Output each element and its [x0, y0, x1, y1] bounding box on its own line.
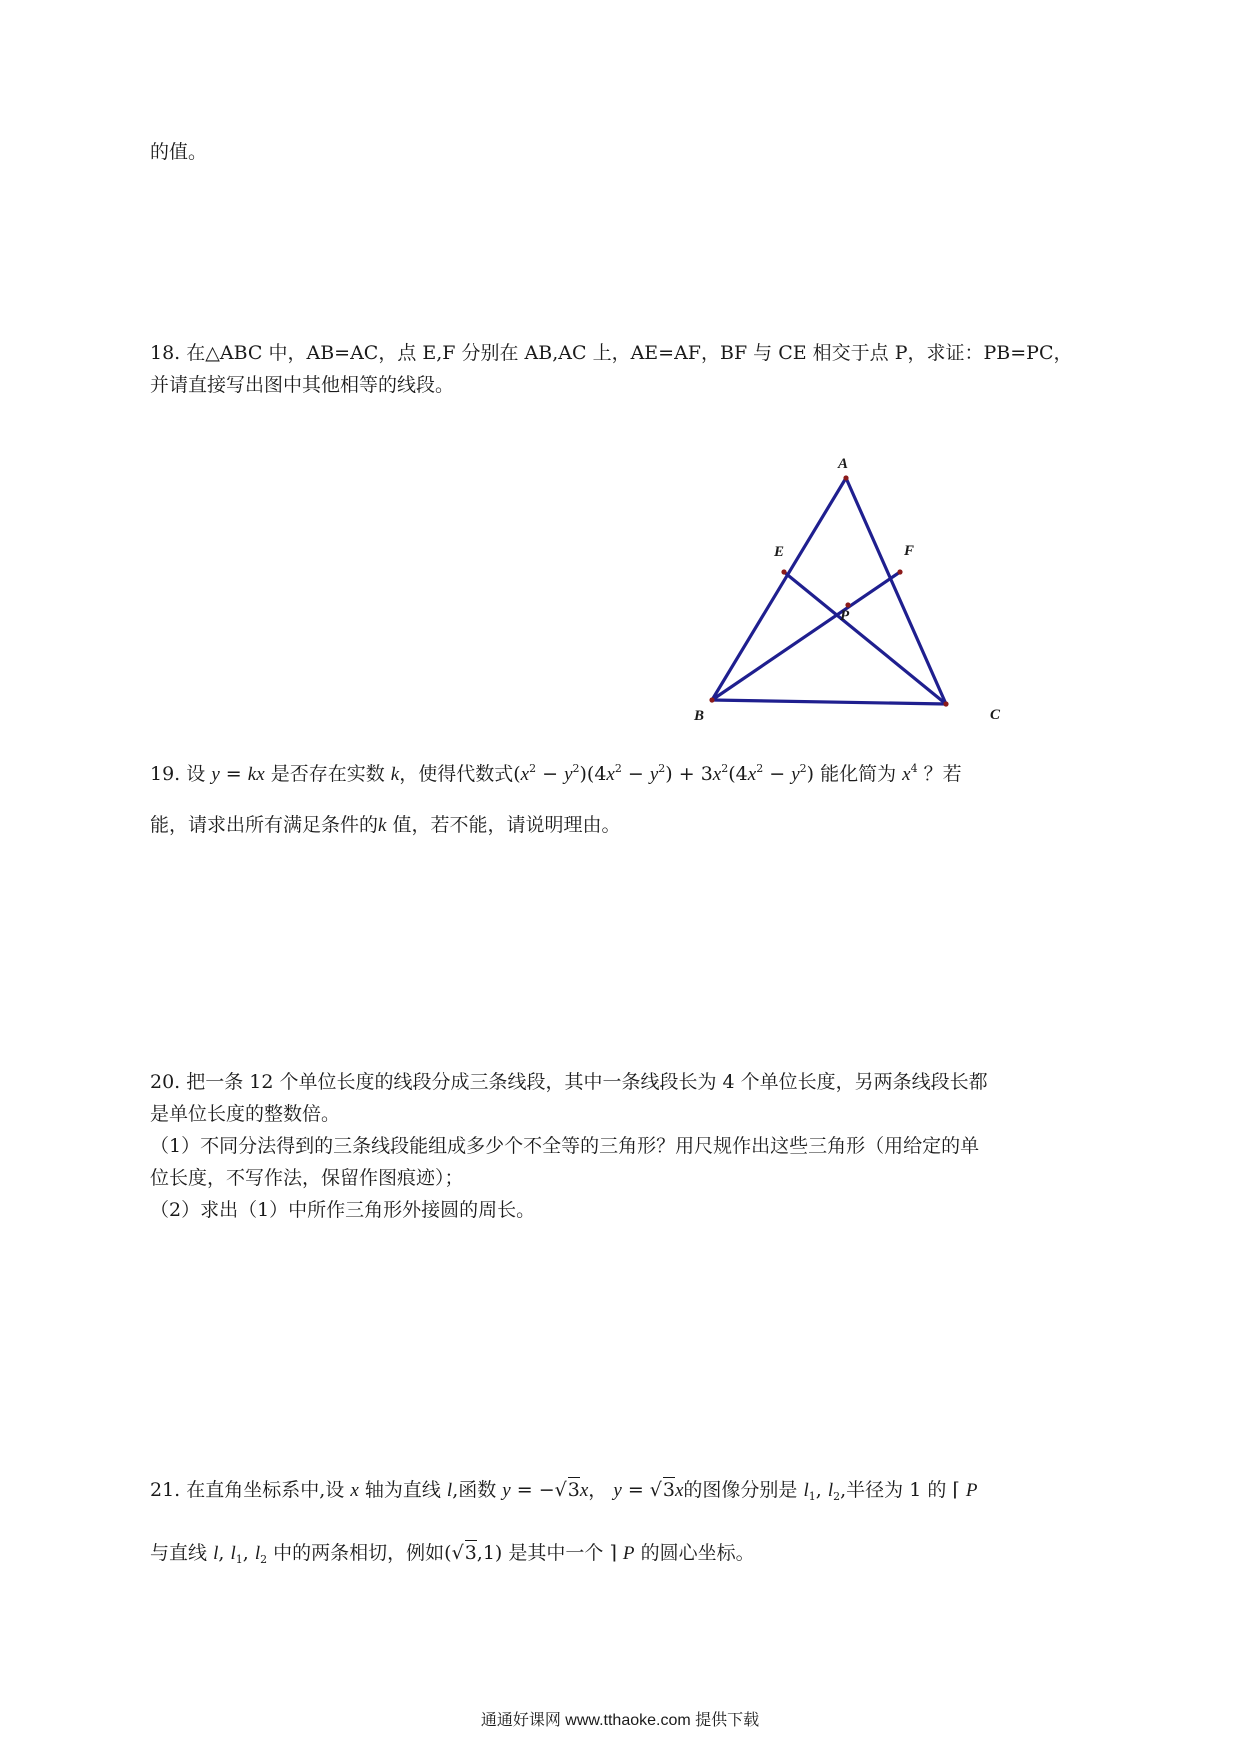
q18-line-1: 18. 在△ABC 中，AB=AC，点 E,F 分别在 AB,AC 上，AE=AF，BF 与 CE 相交于点 P，求证：PB=PC，	[150, 342, 1073, 364]
point-c	[943, 701, 948, 706]
q21-formula-2: y = √3x	[613, 1479, 684, 1501]
q21-example-point: (√3,1)	[444, 1542, 503, 1564]
question-21	[150, 1472, 1100, 1572]
q19-expression: $(x^2 - y^2)(4x^2 - y^2) + 3x^2(4x^2 - y^2)$	[513, 762, 815, 785]
q19-target: $x^4$	[902, 762, 918, 785]
label-b: B	[694, 708, 705, 724]
triangle-diagram	[680, 448, 1010, 728]
triangle-figure	[680, 448, 1010, 728]
q19-line-2: 能，请求出所有满足条件的k 值，若不能，请说明理由。	[150, 814, 621, 836]
q21-formula-1: y = −√3x	[502, 1479, 589, 1501]
label-c: C	[990, 707, 1001, 723]
label-e: E	[774, 544, 785, 560]
point-f	[897, 569, 902, 574]
q19-var-k: k	[390, 764, 400, 785]
side-bc	[712, 700, 946, 704]
point-a	[843, 475, 848, 480]
footer-text: 通通好课网 www.tthaoke.com 提供下载	[480, 1712, 760, 1729]
side-ac	[846, 478, 946, 704]
q18-line-2: 并请直接写出图中其他相等的线段。	[150, 374, 455, 396]
circle-symbol-2: ⌉	[609, 1542, 617, 1564]
segment-ce	[784, 572, 946, 704]
label-f: F	[904, 543, 915, 559]
top-fragment-text: 的值。	[150, 141, 208, 163]
circle-symbol-1: ⌈	[952, 1479, 960, 1501]
q19-line-1: 19. 设 y = kx 是否存在实数 k，使得代数式$(x^2 - y^2)(4x^2 - y^2) + 3x^2(4x^2 - y^2)$ 能化简为 $x^4$ ？若	[150, 762, 962, 785]
point-b	[709, 697, 714, 702]
q21-line-1: 21. 在直角坐标系中,设 x 轴为直线 l,函数 y = −√3x， y = √3x的图像分别是 $l_1$, $l_2$,半径为 1 的 ⌈ P	[150, 1479, 978, 1503]
side-ab	[712, 478, 846, 700]
q20-line-4: 位长度，不写作法，保留作图痕迹）；	[150, 1167, 464, 1189]
q20-line-3: （1）不同分法得到的三条线段能组成多少个不全等的三角形？用尺规作出这些三角形（用给定的单	[150, 1135, 980, 1157]
point-e	[781, 569, 786, 574]
label-a: A	[838, 456, 849, 472]
point-p	[845, 602, 850, 607]
q21-lines-l1-l2: $l_1$, $l_2$	[803, 1479, 841, 1503]
q19-formula-y-kx: y = kx	[211, 763, 265, 785]
question-20	[150, 1066, 1100, 1226]
question-18	[150, 337, 1100, 401]
question-19	[150, 756, 1100, 844]
q19-var-k-2: k	[378, 815, 387, 836]
q20-line-5: （2）求出（1）中所作三角形外接圆的周长。	[150, 1199, 536, 1221]
label-p: P	[840, 608, 850, 624]
q20-line-2: 是单位长度的整数倍。	[150, 1103, 341, 1125]
q21-line-2: 与直线 l, $l_1$, $l_2$ 中的两条相切，例如(√3,1) 是其中一个 ⌉ P 的圆心坐标。	[150, 1542, 755, 1566]
q20-line-1: 20. 把一条 12 个单位长度的线段分成三条线段，其中一条线段长为 4 个单位长度，另两条线段长都	[150, 1071, 988, 1093]
q21-lines-l-l1-l2: l, $l_1$, $l_2$	[213, 1542, 268, 1566]
